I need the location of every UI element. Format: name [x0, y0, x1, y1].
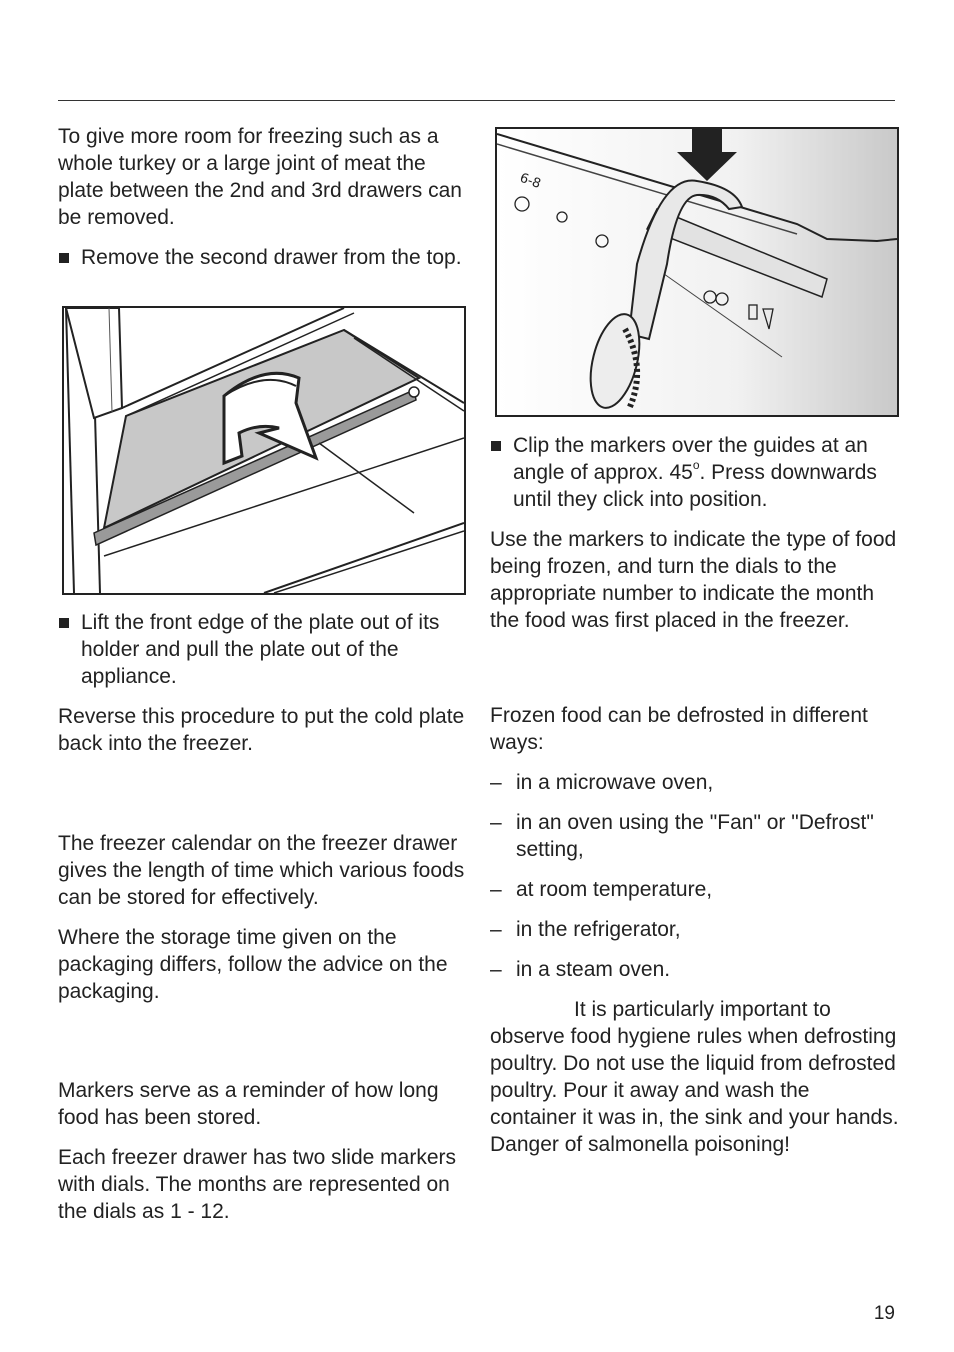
degree-mark: o: [692, 458, 700, 472]
dash-symbol: –: [490, 811, 502, 834]
defrost-method: in a microwave oven,: [516, 771, 714, 794]
bullet-remove-text: Remove the second drawer from the top.: [81, 246, 462, 269]
bullet-lift-plate: [58, 609, 466, 690]
marker-range-label: 6-8: [517, 170, 543, 193]
storage-time-paragraph: Where the storage time given on the packaging differs, follow the advice on the packaging.: [58, 926, 448, 1003]
figure-remove-plate: [62, 306, 466, 595]
defrost-method: in the refrigerator,: [516, 918, 681, 941]
bullet-lift-text: Lift the front edge of the plate out of its holder and pull the plate out of the appliance.: [81, 611, 440, 688]
defrost-method: at room temperature,: [516, 878, 713, 901]
list-item: [490, 809, 900, 863]
header-rule: [58, 100, 895, 101]
dash-symbol: –: [490, 918, 502, 941]
list-item: [490, 769, 900, 796]
list-item: [490, 916, 900, 943]
page-number: 19: [873, 1303, 895, 1324]
list-item: [490, 876, 900, 903]
use-markers-paragraph: Use the markers to indicate the type of food being frozen, and turn the dials to the appropriate number to indicate the month the food was first placed in the freezer.: [490, 528, 897, 632]
list-item: [490, 956, 900, 983]
calendar-paragraph: The freezer calendar on the freezer drawer gives the length of time which various foods can be stored for effectively.: [58, 832, 465, 909]
intro-paragraph: To give more room for freezing such as a whole turkey or a large joint of meat the plate between the 2nd and 3rd drawers can be removed.: [58, 125, 462, 229]
dash-symbol: –: [490, 958, 502, 981]
bullet-square-icon: [491, 441, 501, 451]
dash-symbol: –: [490, 771, 502, 794]
section-gap: [58, 1018, 466, 1077]
clip-text-post: . Press downwards until they click into position.: [513, 461, 877, 511]
defrost-intro-paragraph: Frozen food can be defrosted in different ways:: [490, 704, 868, 754]
markers-reminder-paragraph: Markers serve as a reminder of how long food has been stored.: [58, 1079, 439, 1129]
clip-text-pre: Clip the markers over the guides at an angle of approx. 45: [513, 434, 868, 484]
marker-illustration: [497, 129, 897, 415]
reverse-paragraph: Reverse this procedure to put the cold plate back into the freezer.: [58, 705, 465, 755]
poultry-warning-paragraph: It is particularly important to observe food hygiene rules when defrosting poultry. Do not use the liquid from defrosted poultry. Pour it away and wash the container it was in, the sink and your hands. Danger of salmonella poisoning!: [490, 998, 899, 1156]
defrost-method: in a steam oven.: [516, 958, 671, 981]
drawer-plate-illustration: [64, 308, 464, 593]
bullet-square-icon: [59, 253, 69, 263]
section-gap: [490, 647, 900, 702]
figure-marker-clip: [495, 127, 899, 417]
right-column: [490, 432, 900, 1171]
bullet-square-icon: [59, 618, 69, 628]
bullet-remove-drawer: [58, 244, 466, 271]
left-column: [58, 123, 466, 1238]
dash-symbol: –: [490, 878, 502, 901]
section-gap: [58, 770, 466, 830]
markers-each-paragraph: Each freezer drawer has two slide markers with dials. The months are represented on the dials as 1 - 12.: [58, 1146, 456, 1223]
bullet-clip-markers: [490, 432, 900, 513]
defrost-method: in an oven using the "Fan" or "Defrost" setting,: [516, 811, 874, 861]
